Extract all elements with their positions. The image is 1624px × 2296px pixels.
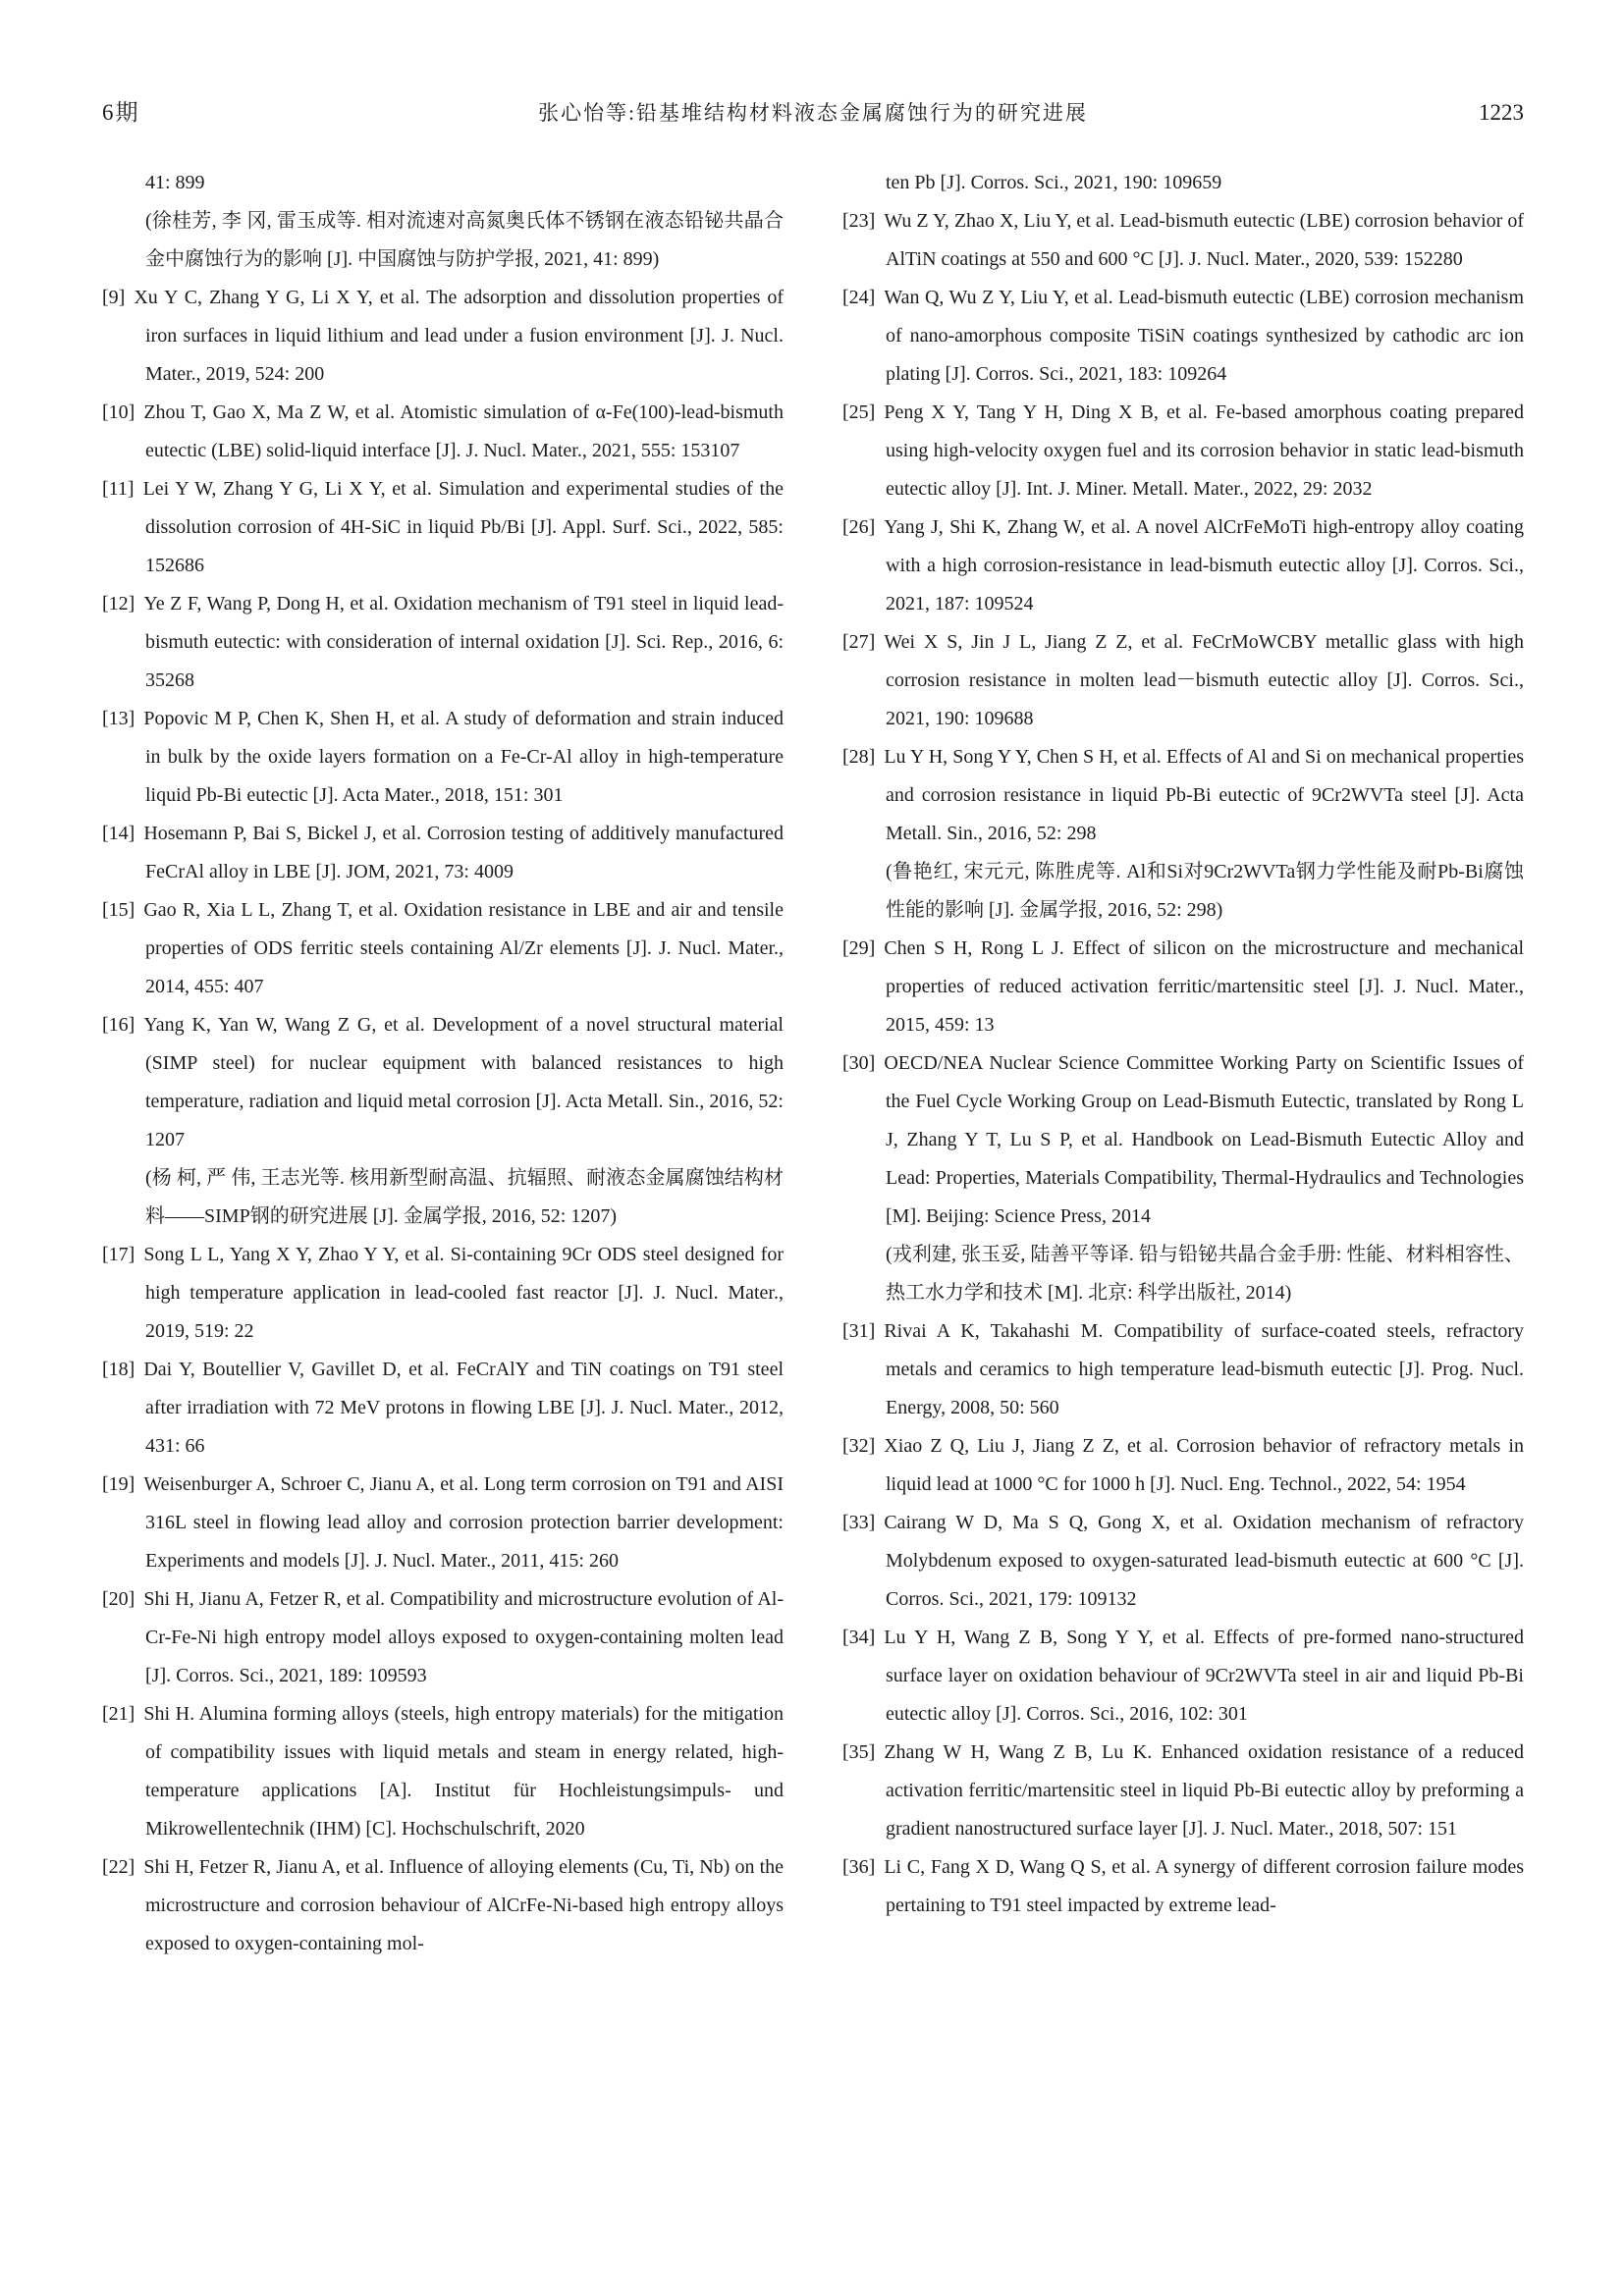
reference-number: [12] <box>102 593 135 614</box>
reference-number: [17] <box>102 1244 135 1265</box>
reference-number: [36] <box>842 1856 876 1878</box>
reference-entry <box>842 1848 1524 1925</box>
reference-number: [28] <box>842 746 876 768</box>
reference-text: Li C, Fang X D, Wang Q S, et al. A synergy of different corrosion failure modes pertaining to T91 steel impacted by extreme lead- <box>884 1856 1524 1916</box>
reference-number: [33] <box>842 1512 876 1533</box>
reference-entry <box>842 1504 1524 1619</box>
reference-text: Shi H. Alumina forming alloys (steels, high entropy materials) for the mitigation of compatibility issues with liquid metals and steam in energy related, high-temperature applications [A]. Institut für Hochleistungsimpuls- und Mikrowellentechnik (IHM) [C]. Hochschulschrift, 2020 <box>143 1703 784 1840</box>
reference-entry <box>842 930 1524 1044</box>
reference-entry <box>102 394 784 470</box>
reference-entry <box>102 1006 784 1159</box>
reference-number: [31] <box>842 1320 876 1342</box>
reference-text: Hosemann P, Bai S, Bickel J, et al. Corrosion testing of additively manufactured FeCrAl alloy in LBE [J]. JOM, 2021, 73: 4009 <box>143 823 784 882</box>
reference-text: Shi H, Fetzer R, Jianu A, et al. Influence of alloying elements (Cu, Ti, Nb) on the microstructure and corrosion behaviour of AlCrFe-Ni-based high entropy alloys exposed to oxygen-containing mol- <box>143 1856 784 1954</box>
reference-entry <box>842 202 1524 279</box>
reference-entry <box>842 279 1524 394</box>
reference-number: [18] <box>102 1359 135 1380</box>
reference-entry <box>842 1427 1524 1504</box>
reference-text: Yang J, Shi K, Zhang W, et al. A novel AlCrFeMoTi high-entropy alloy coating with a high corrosion-resistance in lead-bismuth eutectic alloy [J]. Corros. Sci., 2021, 187: 109524 <box>884 516 1524 614</box>
reference-text: Peng X Y, Tang Y H, Ding X B, et al. Fe-based amorphous coating prepared using high-velocity oxygen fuel and its corrosion behavior in static lead-bismuth eutectic alloy [J]. Int. J. Miner. Metall. Mater., 2022, 29: 2032 <box>884 401 1524 500</box>
page-number: 1223 <box>1479 100 1524 125</box>
reference-text: OECD/NEA Nuclear Science Committee Working Party on Scientific Issues of the Fuel Cycle Working Group on Lead-Bismuth Eutectic, translated by Rong L J, Zhang Y T, Lu S P, et al. Handbook on Lead-Bismuth Eutectic Alloy and Lead: Properties, Materials Compatibility, Thermal-Hydraulics and Technologies [M]. Beijing: Science Press, 2014 <box>884 1052 1524 1227</box>
reference-text: Lu Y H, Song Y Y, Chen S H, et al. Effects of Al and Si on mechanical properties and corrosion resistance in liquid Pb-Bi eutectic of 9Cr2WVTa steel [J]. Acta Metall. Sin., 2016, 52: 298 <box>884 746 1524 844</box>
reference-text: Weisenburger A, Schroer C, Jianu A, et al. Long term corrosion on T91 and AISI 316L steel in flowing lead alloy and corrosion protection barrier development: Experiments and models [J]. J. Nucl. Mater., 2011, 415: 260 <box>143 1473 784 1572</box>
reference-number: [29] <box>842 937 876 959</box>
reference-text: (戎利建, 张玉妥, 陆善平等译. 铅与铅铋共晶合金手册: 性能、材料相容性、热工水力学和技术 [M]. 北京: 科学出版社, 2014) <box>886 1244 1524 1304</box>
reference-entry <box>102 1466 784 1580</box>
reference-entry <box>842 738 1524 853</box>
reference-entry <box>842 853 1524 930</box>
issue-number: 6期 <box>102 100 140 125</box>
reference-entry <box>102 1695 784 1848</box>
reference-entry <box>842 1619 1524 1734</box>
reference-number: [24] <box>842 287 876 308</box>
reference-text: Popovic M P, Chen K, Shen H, et al. A study of deformation and strain induced in bulk by the oxide layers formation on a Fe-Cr-Al alloy in high-temperature liquid Pb-Bi eutectic [J]. Acta Mater., 2018, 151: 301 <box>143 708 784 806</box>
reference-number: [21] <box>102 1703 135 1725</box>
reference-text: (鲁艳红, 宋元元, 陈胜虎等. Al和Si对9Cr2WVTa钢力学性能及耐Pb-Bi腐蚀性能的影响 [J]. 金属学报, 2016, 52: 298) <box>886 861 1524 921</box>
reference-number: [15] <box>102 899 135 921</box>
reference-text: Xiao Z Q, Liu J, Jiang Z Z, et al. Corrosion behavior of refractory metals in liquid lead at 1000 °C for 1000 h [J]. Nucl. Eng. Technol., 2022, 54: 1954 <box>884 1435 1524 1495</box>
reference-entry <box>102 164 784 202</box>
reference-text: Gao R, Xia L L, Zhang T, et al. Oxidation resistance in LBE and air and tensile properties of ODS ferritic steels containing Al/Zr elements [J]. J. Nucl. Mater., 2014, 455: 407 <box>143 899 784 997</box>
reference-number: [34] <box>842 1627 876 1648</box>
reference-entry <box>102 815 784 891</box>
left-column <box>102 164 784 1963</box>
reference-text: Cairang W D, Ma S Q, Gong X, et al. Oxidation mechanism of refractory Molybdenum exposed to oxygen-saturated lead-bismuth eutectic at 600 °C [J]. Corros. Sci., 2021, 179: 109132 <box>884 1512 1524 1610</box>
reference-text: (杨 柯, 严 伟, 王志光等. 核用新型耐高温、抗辐照、耐液态金属腐蚀结构材料——SIMP钢的研究进展 [J]. 金属学报, 2016, 52: 1207) <box>145 1167 784 1227</box>
reference-entry <box>102 1159 784 1236</box>
reference-text: Chen S H, Rong L J. Effect of silicon on the microstructure and mechanical properties of reduced activation ferritic/martensitic steel [J]. J. Nucl. Mater., 2015, 459: 13 <box>884 937 1524 1036</box>
reference-number: [35] <box>842 1741 876 1763</box>
reference-text: ten Pb [J]. Corros. Sci., 2021, 190: 109659 <box>886 172 1222 193</box>
reference-text: Yang K, Yan W, Wang Z G, et al. Development of a novel structural material (SIMP steel) for nuclear equipment with balanced resistances to high temperature, radiation and liquid metal corrosion [J]. Acta Metall. Sin., 2016, 52: 1207 <box>143 1014 784 1150</box>
reference-entry <box>842 623 1524 738</box>
reference-entry <box>102 279 784 394</box>
reference-entry <box>102 1236 784 1351</box>
reference-number: [16] <box>102 1014 135 1036</box>
reference-text: Song L L, Yang X Y, Zhao Y Y, et al. Si-containing 9Cr ODS steel designed for high temperature application in lead-cooled fast reactor [J]. J. Nucl. Mater., 2019, 519: 22 <box>143 1244 784 1342</box>
reference-text: Zhang W H, Wang Z B, Lu K. Enhanced oxidation resistance of a reduced activation ferritic/martensitic steel in liquid Pb-Bi eutectic alloy by preforming a gradient nanostructured surface layer [J]. J. Nucl. Mater., 2018, 507: 151 <box>884 1741 1524 1840</box>
reference-text: Lei Y W, Zhang Y G, Li X Y, et al. Simulation and experimental studies of the dissolution corrosion of 4H-SiC in liquid Pb/Bi [J]. Appl. Surf. Sci., 2022, 585: 152686 <box>142 478 784 576</box>
reference-entry <box>102 1351 784 1466</box>
reference-text: Shi H, Jianu A, Fetzer R, et al. Compatibility and microstructure evolution of Al-Cr-Fe-Ni high entropy model alloys exposed to oxygen-containing molten lead [J]. Corros. Sci., 2021, 189: 109593 <box>143 1588 784 1686</box>
reference-number: [22] <box>102 1856 135 1878</box>
reference-entry <box>102 470 784 585</box>
reference-entry <box>102 700 784 815</box>
reference-text: 41: 899 <box>145 172 205 193</box>
reference-text: Zhou T, Gao X, Ma Z W, et al. Atomistic simulation of α-Fe(100)-lead-bismuth eutectic (LBE) solid-liquid interface [J]. J. Nucl. Mater., 2021, 555: 153107 <box>143 401 784 461</box>
reference-text: Wu Z Y, Zhao X, Liu Y, et al. Lead-bismuth eutectic (LBE) corrosion behavior of AlTiN coatings at 550 and 600 °C [J]. J. Nucl. Mater., 2020, 539: 152280 <box>884 210 1524 270</box>
reference-entry <box>842 508 1524 623</box>
reference-entry <box>102 1848 784 1963</box>
running-header <box>102 94 1524 127</box>
reference-text: Xu Y C, Zhang Y G, Li X Y, et al. The adsorption and dissolution properties of iron surfaces in liquid lithium and lead under a fusion environment [J]. J. Nucl. Mater., 2019, 524: 200 <box>134 287 784 385</box>
reference-text: Wei X S, Jin J L, Jiang Z Z, et al. FeCrMoWCBY metallic glass with high corrosion resistance in molten lead－bismuth eutectic alloy [J]. Corros. Sci., 2021, 190: 109688 <box>884 631 1524 729</box>
reference-entry <box>842 164 1524 202</box>
reference-number: [23] <box>842 210 876 232</box>
reference-entry <box>842 1734 1524 1848</box>
reference-text: Rivai A K, Takahashi M. Compatibility of surface-coated steels, refractory metals and ceramics to high temperature lead-bismuth eutectic [J]. Prog. Nucl. Energy, 2008, 50: 560 <box>884 1320 1524 1418</box>
right-column <box>842 164 1524 1963</box>
reference-number: [11] <box>102 478 135 500</box>
reference-number: [19] <box>102 1473 135 1495</box>
reference-text: Dai Y, Boutellier V, Gavillet D, et al. FeCrAlY and TiN coatings on T91 steel after irradiation with 72 MeV protons in flowing LBE [J]. J. Nucl. Mater., 2012, 431: 66 <box>143 1359 784 1457</box>
reference-number: [27] <box>842 631 876 653</box>
reference-text: Lu Y H, Wang Z B, Song Y Y, et al. Effects of pre-formed nano-structured surface layer on oxidation behaviour of 9Cr2WVTa steel in air and liquid Pb-Bi eutectic alloy [J]. Corros. Sci., 2016, 102: 301 <box>884 1627 1524 1725</box>
reference-text: Ye Z F, Wang P, Dong H, et al. Oxidation mechanism of T91 steel in liquid lead-bismuth eutectic: with consideration of internal oxidation [J]. Sci. Rep., 2016, 6: 35268 <box>143 593 784 691</box>
reference-entry <box>842 1236 1524 1312</box>
reference-number: [32] <box>842 1435 876 1457</box>
references-section <box>102 164 1524 1963</box>
reference-text: Wan Q, Wu Z Y, Liu Y, et al. Lead-bismuth eutectic (LBE) corrosion mechanism of nano-amorphous composite TiSiN coatings synthesized by cathodic arc ion plating [J]. Corros. Sci., 2021, 183: 109264 <box>884 287 1524 385</box>
reference-entry <box>842 1312 1524 1427</box>
reference-number: [14] <box>102 823 135 844</box>
running-title: 张心怡等:铅基堆结构材料液态金属腐蚀行为的研究进展 <box>538 101 1088 125</box>
reference-entry <box>102 202 784 279</box>
reference-number: [13] <box>102 708 135 729</box>
reference-number: [30] <box>842 1052 876 1074</box>
reference-number: [25] <box>842 401 876 423</box>
reference-entry <box>842 1044 1524 1236</box>
reference-entry <box>102 1580 784 1695</box>
reference-number: [20] <box>102 1588 135 1610</box>
reference-number: [10] <box>102 401 135 423</box>
reference-text: (徐桂芳, 李 冈, 雷玉成等. 相对流速对高氮奥氏体不锈钢在液态铅铋共晶合金中腐蚀行为的影响 [J]. 中国腐蚀与防护学报, 2021, 41: 899) <box>145 210 784 270</box>
reference-entry <box>102 891 784 1006</box>
reference-entry <box>102 585 784 700</box>
reference-number: [9] <box>102 287 126 308</box>
reference-entry <box>842 394 1524 508</box>
reference-number: [26] <box>842 516 876 538</box>
